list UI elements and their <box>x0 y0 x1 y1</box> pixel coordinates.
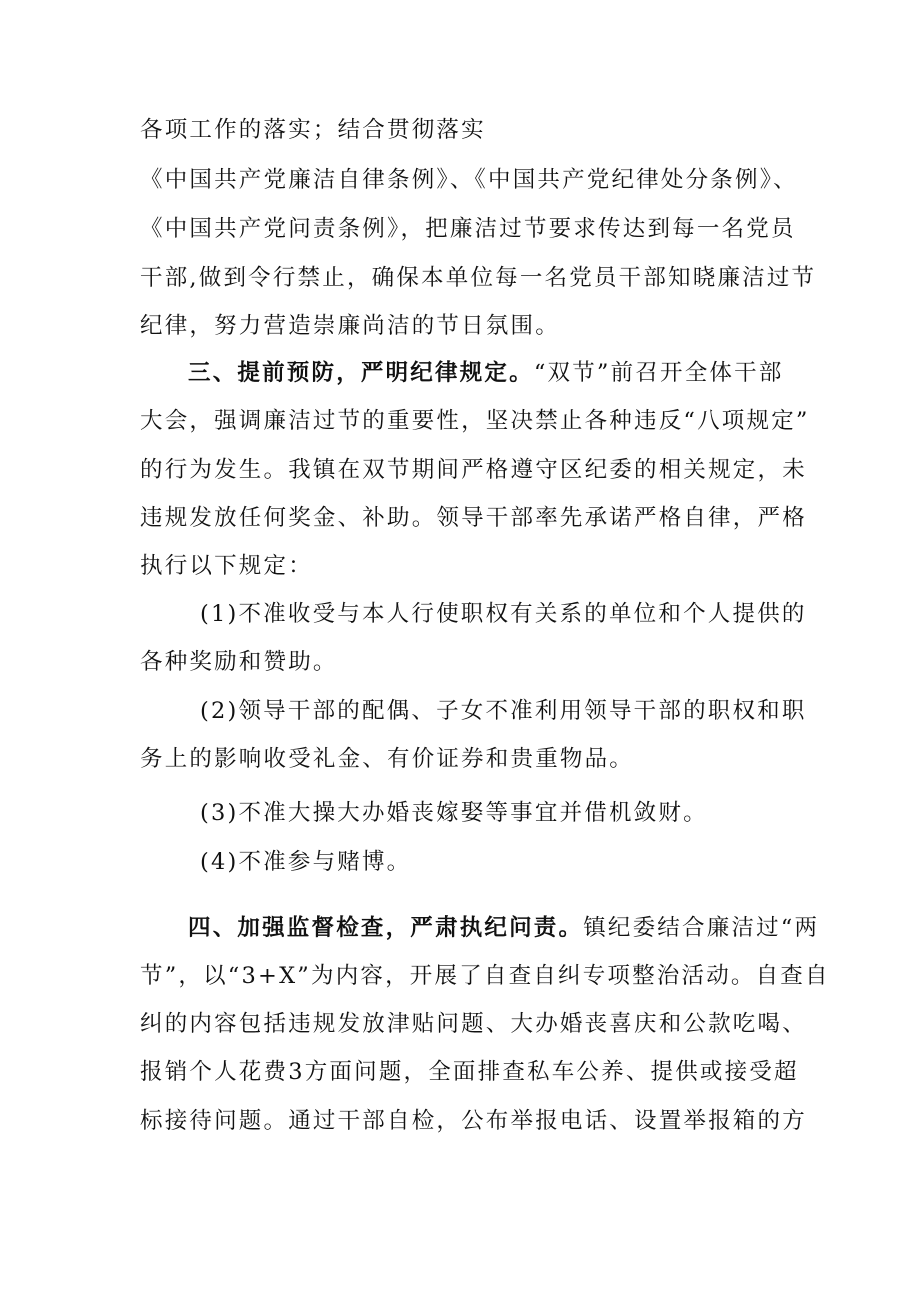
section-3-first-line-text: “双节”前召开全体干部 <box>533 360 784 386</box>
section-4-first-line <box>188 912 828 944</box>
paragraph-line: 标接待问题。通过干部自检，公布举报电话、设置举报箱的方 <box>140 1108 807 1134</box>
rule-item-2-continued: 务上的影响收受礼金、有价证券和贵重物品。 <box>140 746 635 772</box>
rule-item-1: (1)不准收受与本人行使职权有关系的单位和个人提供的 <box>200 601 807 627</box>
paragraph-line: 干部,做到令行禁止，确保本单位每一名党员干部知晓廉洁过节 <box>140 265 817 291</box>
section-4-first-line-text: 镇纪委结合廉洁过“两 <box>583 915 820 941</box>
section-3-heading: 三、提前预防，严明纪律规定。 <box>188 360 534 386</box>
paragraph-line: 大会，强调廉洁过节的重要性，坚决禁止各种违反“八项规定” <box>140 408 810 434</box>
rule-item-2: (2)领导干部的配偶、子女不准利用领导干部的职权和职 <box>200 698 807 724</box>
rule-item-3: (3)不准大操大办婚丧嫁娶等事宜并借机敛财。 <box>200 800 708 826</box>
section-3-first-line <box>188 357 828 389</box>
paragraph-line: 纠的内容包括违规发放津贴问题、大办婚丧喜庆和公款吃喝、 <box>140 1011 807 1037</box>
paragraph-line: 各项工作的落实；结合贯彻落实 <box>140 117 486 143</box>
paragraph-line: 节”，以“3+X”为内容，开展了自查自纠专项整治活动。自查自 <box>140 963 830 989</box>
paragraph-line: 违规发放任何奖金、补助。领导干部率先承诺严格自律，严格 <box>140 505 807 531</box>
paragraph-line: 的行为发生。我镇在双节期间严格遵守区纪委的相关规定，未 <box>140 457 807 483</box>
rule-item-4: (4)不准参与赌博。 <box>200 849 412 875</box>
paragraph-line: 报销个人花费3方面问题，全面排查私车公养、提供或接受超 <box>140 1059 799 1085</box>
paragraph-line: 《中国共产党廉洁自律条例》、《中国共产党纪律处分条例》、 <box>140 167 798 193</box>
paragraph-line: 《中国共产党问责条例》，把廉洁过节要求传达到每一名党员 <box>140 216 796 242</box>
paragraph-line: 纪律，努力营造崇廉尚洁的节日氛围。 <box>140 313 560 339</box>
rule-item-1-continued: 各种奖励和赞助。 <box>140 649 338 675</box>
section-4-heading: 四、加强监督检查，严肃执纪问责。 <box>188 915 584 941</box>
paragraph-line: 执行以下规定： <box>140 553 313 579</box>
